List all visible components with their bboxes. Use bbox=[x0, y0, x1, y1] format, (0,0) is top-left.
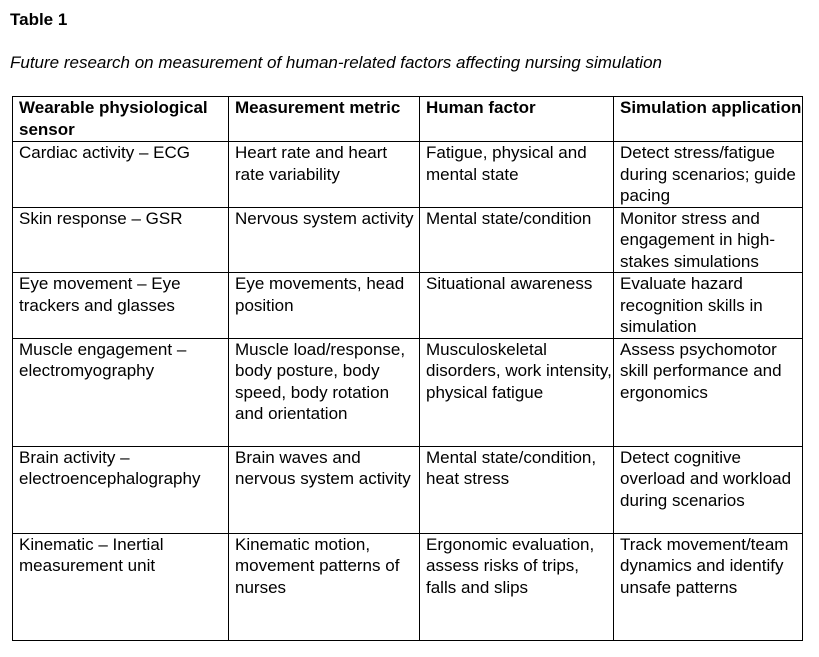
cell-sensor: Brain activity – electroencephalography bbox=[13, 446, 229, 533]
cell-metric: Eye movements, head position bbox=[229, 273, 420, 339]
cell-metric: Nervous system activity bbox=[229, 207, 420, 273]
cell-application: Monitor stress and engagement in high-stakes simulations bbox=[614, 207, 803, 273]
cell-human-factor: Ergonomic evaluation, assess risks of trips, falls and slips bbox=[420, 533, 614, 640]
sensor-table bbox=[12, 96, 803, 641]
table-row bbox=[13, 142, 803, 208]
cell-application: Detect stress/fatigue during scenarios; guide pacing bbox=[614, 142, 803, 208]
header-human-factor: Human factor bbox=[420, 97, 614, 142]
table-row bbox=[13, 338, 803, 446]
cell-application: Detect cognitive overload and workload during scenarios bbox=[614, 446, 803, 533]
cell-human-factor: Mental state/condition bbox=[420, 207, 614, 273]
cell-application: Assess psychomotor skill performance and ergonomics bbox=[614, 338, 803, 446]
cell-human-factor: Fatigue, physical and mental state bbox=[420, 142, 614, 208]
cell-application: Track movement/team dynamics and identify unsafe patterns bbox=[614, 533, 803, 640]
cell-metric: Kinematic motion, movement patterns of nurses bbox=[229, 533, 420, 640]
header-row bbox=[13, 97, 803, 142]
cell-metric: Heart rate and heart rate variability bbox=[229, 142, 420, 208]
cell-sensor: Eye movement – Eye trackers and glasses bbox=[13, 273, 229, 339]
table-row bbox=[13, 273, 803, 339]
cell-sensor: Skin response – GSR bbox=[13, 207, 229, 273]
table-row bbox=[13, 533, 803, 640]
cell-human-factor: Mental state/condition, heat stress bbox=[420, 446, 614, 533]
table-row bbox=[13, 446, 803, 533]
header-metric: Measurement metric bbox=[229, 97, 420, 142]
cell-human-factor: Musculoskeletal disorders, work intensity, physical fatigue bbox=[420, 338, 614, 446]
table-title: Table 1 bbox=[10, 10, 68, 29]
table-row bbox=[13, 207, 803, 273]
cell-application: Evaluate hazard recognition skills in simulation bbox=[614, 273, 803, 339]
header-sensor: Wearable physiological sensor bbox=[13, 97, 229, 142]
cell-metric: Muscle load/response, body posture, body speed, body rotation and orientation bbox=[229, 338, 420, 446]
header-application: Simulation application bbox=[614, 97, 803, 142]
cell-sensor: Muscle engagement – electromyography bbox=[13, 338, 229, 446]
cell-human-factor: Situational awareness bbox=[420, 273, 614, 339]
cell-metric: Brain waves and nervous system activity bbox=[229, 446, 420, 533]
cell-sensor: Cardiac activity – ECG bbox=[13, 142, 229, 208]
table-caption: Future research on measurement of human-related factors affecting nursing simulation bbox=[10, 53, 662, 72]
cell-sensor: Kinematic – Inertial measurement unit bbox=[13, 533, 229, 640]
